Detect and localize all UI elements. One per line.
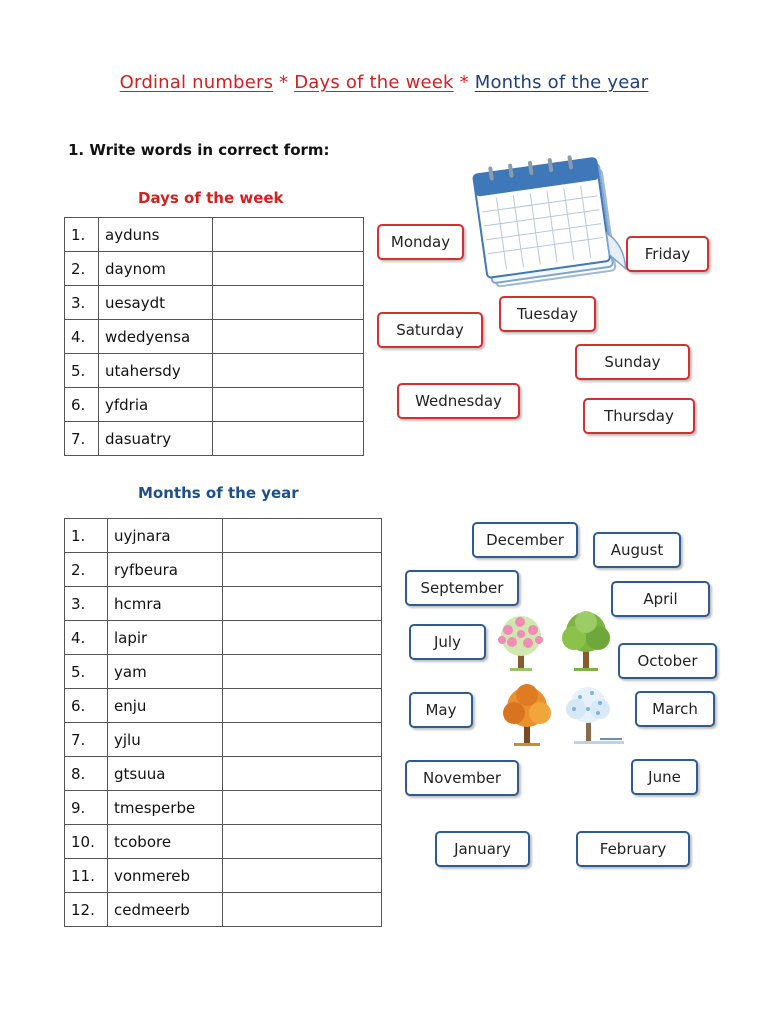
scrambled-word: uyjnara — [108, 519, 223, 553]
table-row — [65, 354, 364, 388]
answer-cell[interactable] — [213, 388, 364, 422]
scrambled-word: uesaydt — [99, 286, 213, 320]
answer-cell[interactable] — [223, 859, 382, 893]
tag-wednesday[interactable]: Wednesday — [397, 383, 520, 419]
row-number: 12. — [65, 893, 108, 927]
tag-january[interactable]: January — [435, 831, 530, 867]
tag-july[interactable]: July — [409, 624, 486, 660]
row-number: 10. — [65, 825, 108, 859]
tag-august[interactable]: August — [593, 532, 681, 568]
scrambled-word: cedmeerb — [108, 893, 223, 927]
title-separator: * — [279, 72, 289, 93]
months-table — [64, 518, 382, 927]
tag-saturday[interactable]: Saturday — [377, 312, 483, 348]
table-row — [65, 252, 364, 286]
answer-cell[interactable] — [213, 286, 364, 320]
scrambled-word: ayduns — [99, 218, 213, 252]
answer-cell[interactable] — [223, 791, 382, 825]
table-row — [65, 655, 382, 689]
tag-december[interactable]: December — [472, 522, 578, 558]
scrambled-word: daynom — [99, 252, 213, 286]
calendar-icon — [470, 144, 640, 294]
answer-cell[interactable] — [213, 354, 364, 388]
tag-october[interactable]: October — [618, 643, 717, 679]
table-row — [65, 723, 382, 757]
tag-april[interactable]: April — [611, 581, 710, 617]
scrambled-word: yfdria — [99, 388, 213, 422]
answer-cell[interactable] — [213, 422, 364, 456]
row-number: 2. — [65, 553, 108, 587]
row-number: 9. — [65, 791, 108, 825]
scrambled-word: ryfbeura — [108, 553, 223, 587]
scrambled-word: vonmereb — [108, 859, 223, 893]
answer-cell[interactable] — [223, 621, 382, 655]
scrambled-word: tmesperbe — [108, 791, 223, 825]
scrambled-word: yam — [108, 655, 223, 689]
row-number: 4. — [65, 320, 99, 354]
days-heading: Days of the week — [138, 189, 284, 207]
row-number: 6. — [65, 388, 99, 422]
scrambled-word: gtsuua — [108, 757, 223, 791]
answer-cell[interactable] — [213, 252, 364, 286]
answer-cell[interactable] — [223, 587, 382, 621]
tag-november[interactable]: November — [405, 760, 519, 796]
summer-tree-icon — [556, 610, 616, 674]
tag-september[interactable]: September — [405, 570, 519, 606]
answer-cell[interactable] — [213, 320, 364, 354]
table-row — [65, 689, 382, 723]
table-row — [65, 621, 382, 655]
row-number: 1. — [65, 519, 108, 553]
table-row — [65, 893, 382, 927]
answer-cell[interactable] — [223, 825, 382, 859]
row-number: 7. — [65, 723, 108, 757]
row-number: 1. — [65, 218, 99, 252]
scrambled-word: yjlu — [108, 723, 223, 757]
exercise-instruction: 1. Write words in correct form: — [68, 141, 330, 159]
table-row — [65, 422, 364, 456]
answer-cell[interactable] — [223, 519, 382, 553]
row-number: 7. — [65, 422, 99, 456]
tag-march[interactable]: March — [635, 691, 715, 727]
title-ordinal-numbers: Ordinal numbers — [119, 72, 274, 93]
table-row — [65, 757, 382, 791]
row-number: 3. — [65, 587, 108, 621]
scrambled-word: utahersdy — [99, 354, 213, 388]
tag-sunday[interactable]: Sunday — [575, 344, 690, 380]
answer-cell[interactable] — [223, 723, 382, 757]
answer-cell[interactable] — [223, 553, 382, 587]
spring-tree-icon — [490, 612, 552, 674]
table-row — [65, 218, 364, 252]
scrambled-word: dasuatry — [99, 422, 213, 456]
table-row — [65, 859, 382, 893]
answer-cell[interactable] — [223, 893, 382, 927]
scrambled-word: lapir — [108, 621, 223, 655]
scrambled-word: hcmra — [108, 587, 223, 621]
table-row — [65, 519, 382, 553]
title-months-of-year: Months of the year — [474, 72, 649, 93]
title-days-of-week: Days of the week — [294, 72, 454, 93]
autumn-tree-icon — [498, 683, 556, 749]
row-number: 2. — [65, 252, 99, 286]
table-row — [65, 286, 364, 320]
days-table — [64, 217, 364, 456]
table-row — [65, 320, 364, 354]
tag-february[interactable]: February — [576, 831, 690, 867]
tag-monday[interactable]: Monday — [377, 224, 464, 260]
page-title — [0, 72, 768, 93]
answer-cell[interactable] — [213, 218, 364, 252]
answer-cell[interactable] — [223, 689, 382, 723]
scrambled-word: wdedyensa — [99, 320, 213, 354]
tag-may[interactable]: May — [409, 692, 473, 728]
row-number: 6. — [65, 689, 108, 723]
row-number: 5. — [65, 354, 99, 388]
winter-tree-icon — [560, 683, 630, 749]
row-number: 5. — [65, 655, 108, 689]
row-number: 11. — [65, 859, 108, 893]
row-number: 3. — [65, 286, 99, 320]
table-row — [65, 825, 382, 859]
row-number: 4. — [65, 621, 108, 655]
tag-tuesday[interactable]: Tuesday — [499, 296, 596, 332]
answer-cell[interactable] — [223, 655, 382, 689]
table-row — [65, 587, 382, 621]
table-row — [65, 388, 364, 422]
table-row — [65, 553, 382, 587]
scrambled-word: enju — [108, 689, 223, 723]
tag-thursday[interactable]: Thursday — [583, 398, 695, 434]
title-separator: * — [459, 72, 469, 93]
scrambled-word: tcobore — [108, 825, 223, 859]
months-heading: Months of the year — [138, 484, 299, 502]
table-row — [65, 791, 382, 825]
tag-friday[interactable]: Friday — [626, 236, 709, 272]
row-number: 8. — [65, 757, 108, 791]
answer-cell[interactable] — [223, 757, 382, 791]
tag-june[interactable]: June — [631, 759, 698, 795]
